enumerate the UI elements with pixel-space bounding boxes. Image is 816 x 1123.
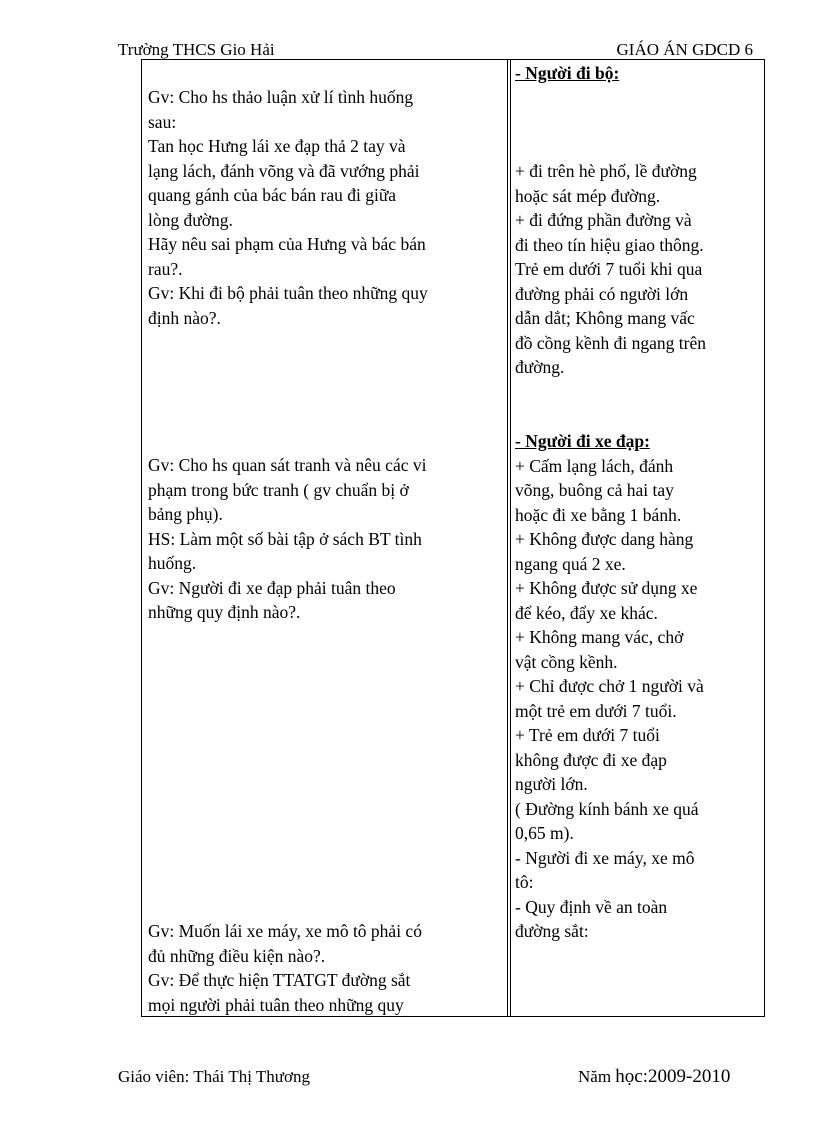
text-line: sau: <box>148 111 177 132</box>
text-line: Tan học Hưng lái xe đạp thả 2 tay và <box>148 136 406 156</box>
subject-title: GIÁO ÁN GDCD 6 <box>616 40 753 59</box>
text-line: Gv: Người đi xe đạp phải tuân theo <box>148 577 396 598</box>
text-line: Gv: Cho hs thảo luận xử lí tình huống <box>148 87 414 107</box>
cyclist-heading: - Người đi xe đạp: <box>515 431 650 451</box>
school-name: Trường THCS Gio Hải <box>118 40 275 59</box>
text-line: lạng lách, đánh võng và đã vướng phải <box>148 160 420 181</box>
text-line: ngang quá 2 xe. <box>515 553 626 574</box>
left-block-motorbike <box>148 919 500 1017</box>
text-line: mọi người phải tuân theo những quy <box>148 994 404 1015</box>
text-line: huống. <box>148 553 197 573</box>
text-line: đường phải có người lớn <box>515 283 689 304</box>
text-line: + đi trên hè phố, lề đường <box>515 161 697 181</box>
text-line: lòng đường. <box>148 209 233 230</box>
text-line: bảng phụ). <box>148 504 223 524</box>
text-line: HS: Làm một số bài tập ở sách BT tình <box>148 528 422 549</box>
text-line: + Trẻ em dưới 7 tuổi <box>515 725 660 745</box>
text-line: phạm trong bức tranh ( gv chuẩn bị ở <box>148 479 409 500</box>
text-line: đường sắt: <box>515 921 589 941</box>
text-line: đi theo tín hiệu giao thông. <box>515 234 704 255</box>
school-year <box>578 1067 730 1087</box>
text-line: hoặc sát mép đường. <box>515 185 661 206</box>
left-block-situation <box>148 85 500 330</box>
table-divider <box>507 59 508 1017</box>
school-year-label: Năm <box>578 1067 616 1086</box>
text-line: - Người đi xe máy, xe mô <box>515 847 695 868</box>
text-line: đồ cồng kềnh đi ngang trên <box>515 332 706 353</box>
text-line: một trẻ em dưới 7 tuổi. <box>515 700 677 721</box>
text-line: người lớn. <box>515 774 588 794</box>
text-line: những quy định nào?. <box>148 602 301 622</box>
text-line: + Không mang vác, chở <box>515 627 684 647</box>
table-border-top <box>141 59 765 60</box>
pedestrian-heading: - Người đi bộ: <box>515 63 620 83</box>
text-line: quang gánh của bác bán rau đi giữa <box>148 185 397 205</box>
teacher-name: Giáo viên: Thái Thị Thương <box>118 1067 310 1086</box>
text-line: + Cấm lạng lách, đánh <box>515 455 674 476</box>
table-border-left <box>141 59 142 1017</box>
right-block-cyclist <box>515 429 761 944</box>
text-line: để kéo, đẩy xe khác. <box>515 602 658 623</box>
text-line: tô: <box>515 872 534 892</box>
text-line: + Không được dang hàng <box>515 529 694 549</box>
text-line: rau?. <box>148 258 183 279</box>
table-divider-double <box>510 59 511 1017</box>
text-line: định nào?. <box>148 307 221 328</box>
text-line: đường. <box>515 357 565 377</box>
lesson-table <box>141 59 765 1017</box>
text-line: + Chỉ được chở 1 người và <box>515 676 704 696</box>
text-line: - Quy định về an toàn <box>515 896 668 917</box>
text-line: hoặc đi xe bằng 1 bánh. <box>515 504 682 525</box>
text-line: vật cồng kềnh. <box>515 651 618 672</box>
text-line: Gv: Để thực hiện TTATGT đường sắt <box>148 970 411 990</box>
left-block-picture <box>148 453 500 625</box>
text-line: Hãy nêu sai phạm của Hưng và bác bán <box>148 234 426 254</box>
school-year-value: học:2009-2010 <box>615 1066 731 1087</box>
text-line: đủ những điều kiện nào?. <box>148 945 326 966</box>
text-line: dẫn dắt; Không mang vấc <box>515 308 695 328</box>
text-line: Gv: Khi đi bộ phải tuân theo những quy <box>148 283 428 303</box>
text-line: Gv: Muốn lái xe máy, xe mô tô phải có <box>148 921 422 941</box>
table-border-right <box>764 59 765 1017</box>
text-line: không được đi xe đạp <box>515 749 667 770</box>
text-line: Gv: Cho hs quan sát tranh và nêu các vi <box>148 455 427 475</box>
text-line: võng, buông cả hai tay <box>515 480 674 500</box>
right-block-pedestrian <box>515 159 761 380</box>
text-line: Trẻ em dưới 7 tuổi khi qua <box>515 259 703 279</box>
right-block-pedestrian-heading <box>515 61 761 86</box>
text-line: 0,65 m). <box>515 823 574 843</box>
text-line: + đi đứng phần đường và <box>515 210 692 230</box>
text-line: + Không được sử dụng xe <box>515 578 698 598</box>
text-line: ( Đường kính bánh xe quá <box>515 798 699 819</box>
